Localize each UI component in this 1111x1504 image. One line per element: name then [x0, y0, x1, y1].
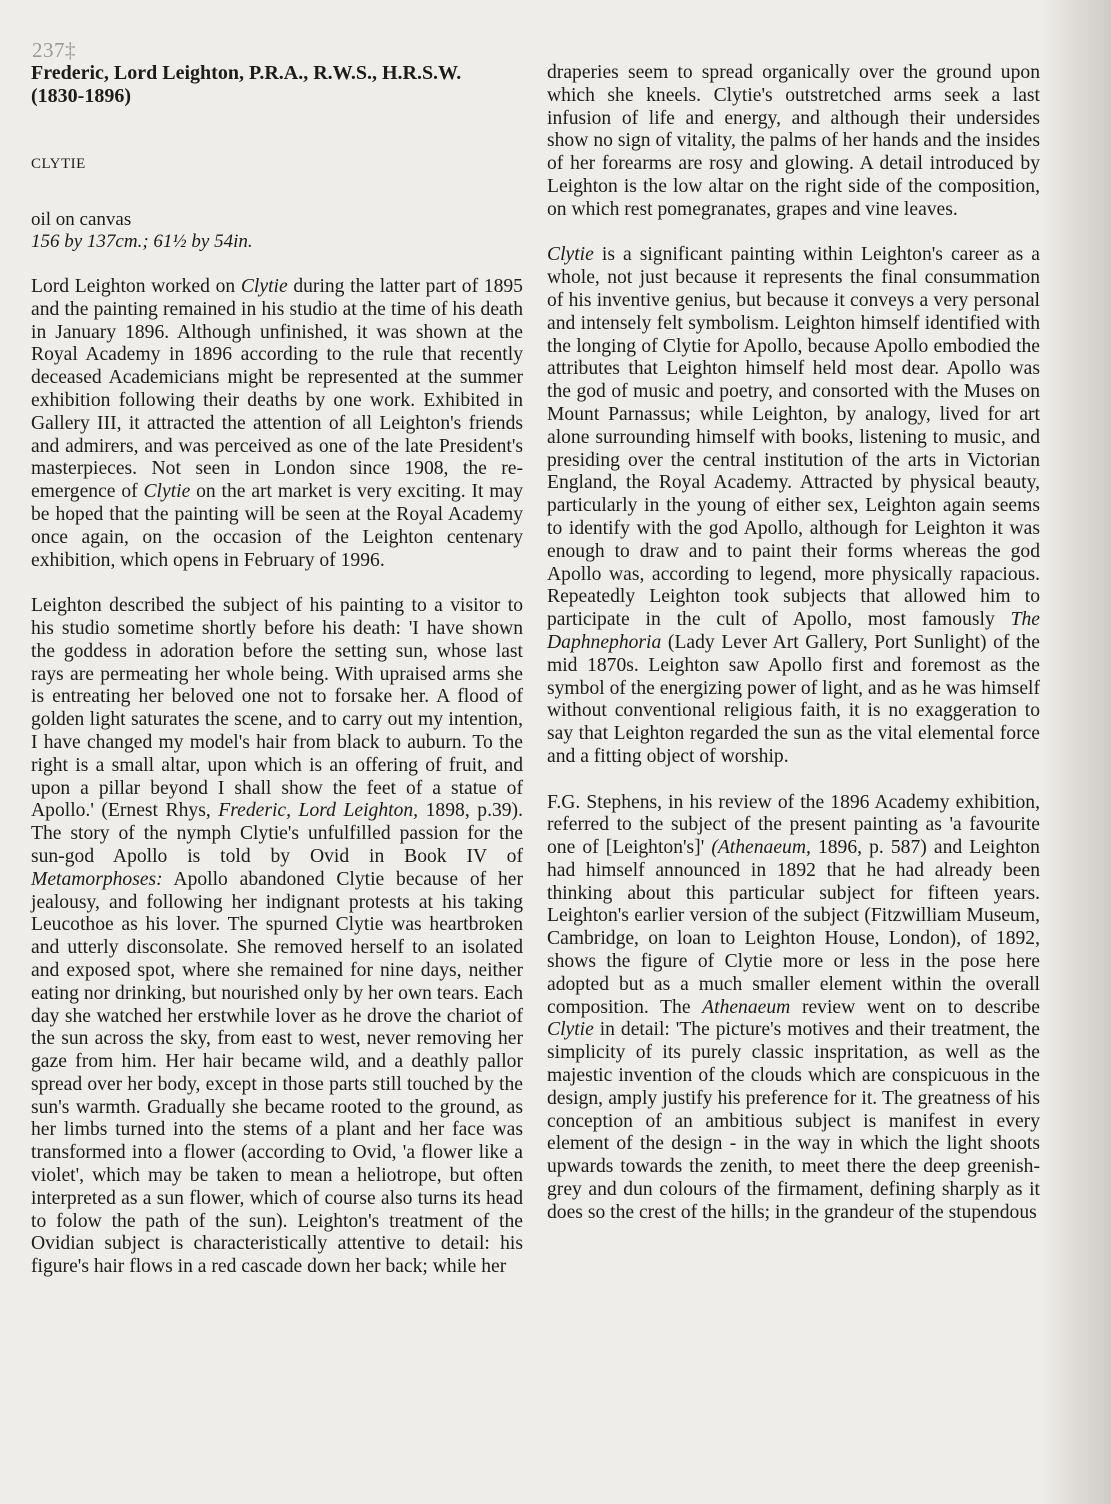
artwork-medium: oil on canvas — [31, 209, 132, 230]
artwork-title: CLYTIE — [31, 156, 86, 172]
left-column — [31, 62, 523, 1279]
essay-paragraph: Lord Leighton worked on Clytie during the latter part of 1895 and the painting remained in his studio at the time of his death in January 1896. Although unfinished, it was shown at the Royal Academy in 1896 according to the rule that recently deceased Academicians might be represented at the summer exhibition following their deaths by one work. Exhibited in Gallery III, it attracted the attention of all Leighton's friends and admirers, and was perceived as one of the late President's masterpieces. Not seen in London since 1908, the re-emergence of Clytie on the art market is very exciting. It may be hoped that the painting will be seen at the Royal Academy once again, on the occasion of the Leighton centenary exhibition, which opens in February of 1996. — [31, 276, 523, 571]
page-edge-shadow — [1041, 0, 1111, 1504]
artist-dates: (1830-1896) — [31, 85, 131, 107]
right-column — [547, 62, 1040, 1225]
artist-name-line: Frederic, Lord Leighton, P.R.A., R.W.S., H.R.S.W. — [31, 62, 462, 84]
essay-paragraph: draperies seem to spread organically over the ground upon which she kneels. Clytie's outstretched arms seek a last infusion of life and energy, and although their undersides show no sign of vitality, the palms of her hands and the insides of her forearms are rosy and glowing. A detail introduced by Leighton is the low altar on the right side of the composition, on which rest pomegranates, grapes and vine leaves. — [547, 62, 1040, 220]
artwork-dimensions: 156 by 137cm.; 61½ by 54in. — [31, 231, 253, 252]
artist-name — [31, 62, 523, 108]
lot-number: 237‡ — [32, 38, 76, 62]
essay-paragraph: F.G. Stephens, in his review of the 1896 Academy exhibition, referred to the subject of the present painting as 'a favourite one of [Leighton's]' (Athenaeum, 1896, p. 587) and Leighton had himself announced in 1892 that he had already been thinking about this particular subject for fifteen years. Leighton's earlier version of the subject (Fitzwilliam Museum, Cambridge, on loan to Leighton House, London), of 1892, shows the figure of Clytie more or less in the pose here adopted but as a much smaller element within the overall composition. The Athenaeum review went on to describe Clytie in detail: 'The picture's motives and their treatment, the simplicity of its purely classic inspritation, as well as the majestic invention of the clouds which are conspicuous in the design, amply justify his preference for it. The greatness of his conception of an ambitious subject is manifest in every element of the design - in the way in which the light shoots upwards towards the zenith, to meet there the deep greenish-grey and dun colours of the firmament, defining sharply as it does so the crest of the hills; in the grandeur of the stupendous — [547, 791, 1040, 1223]
essay-paragraph: Clytie is a significant painting within Leighton's career as a whole, not just because it represents the final consummation of his inventive genius, but because it conveys a very personal and intensely felt symbolism. Leighton himself identified with the longing of Clytie for Apollo, because Apollo embodied the attributes that Leighton himself held most dear. Apollo was the god of music and poetry, and consorted with the Muses on Mount Parnassus; while Leighton, by analogy, lived for art alone surrounding himself with books, listening to music, and presiding over the central institution of the arts in Victorian England, the Royal Academy. Attracted by physical beauty, particularly in the young of either sex, Leighton again seems to identify with the god Apollo, although for Leighton it was enough to draw and to paint their forms whereas the god Apollo was, according to legend, more physically rapacious. Repeatedly Leighton took subjects that allowed him to participate in the cult of Apollo, most famously The Daphnephoria (Lady Lever Art Gallery, Port Sunlight) of the mid 1870s. Leighton saw Apollo first and foremost as the symbol of the energizing power of light, and as he was himself without conventional religious faith, it is no exaggeration to say that Leighton regarded the sun as the vital elemental force and a fitting object of worship. — [547, 244, 1040, 767]
essay-paragraph: Leighton described the subject of his painting to a visitor to his studio sometime shortly before his death: 'I have shown the goddess in adoration before the setting sun, whose last rays are permeating her whole being. With upraised arms she is entreating her beloved one not to forsake her. A flood of golden light saturates the scene, and to carry out my intention, I have changed my model's hair from black to auburn. To the right is a small altar, upon which is an offering of fruit, and upon a pillar beyond I shall show the feet of a statue of Apollo.' (Ernest Rhys, Frederic, Lord Leighton, 1898, p.39). The story of the nymph Clytie's unfulfilled passion for the sun-god Apollo is told by Ovid in Book IV of Metamorphoses: Apollo abandoned Clytie because of her jealousy, and following her indignant protests at his taking Leucothoe as his lover. The spurned Clytie was heartbroken and utterly disconsolate. She removed herself to an isolated and exposed spot, where she remained for nine days, neither eating nor drinking, but nourished only by her own tears. Each day she watched her erstwhile lover as he drove the chariot of the sun across the sky, from east to west, never removing her gaze from him. Her hair became wild, and a deathly pallor spread over her body, except in those parts still touched by the sun's warmth. Gradually she became rooted to the ground, as her limbs turned into the stems of a plant and her face was transformed into a flower (according to Ovid, 'a flower like a violet', which may be taken to mean a heliotrope, but often interpreted as a sun flower, which of course also turns its head to folow the path of the sun). Leighton's treatment of the Ovidian subject is characteristically attentive to detail: his figure's hair flows in a red cascade down her back; while her — [31, 595, 523, 1278]
